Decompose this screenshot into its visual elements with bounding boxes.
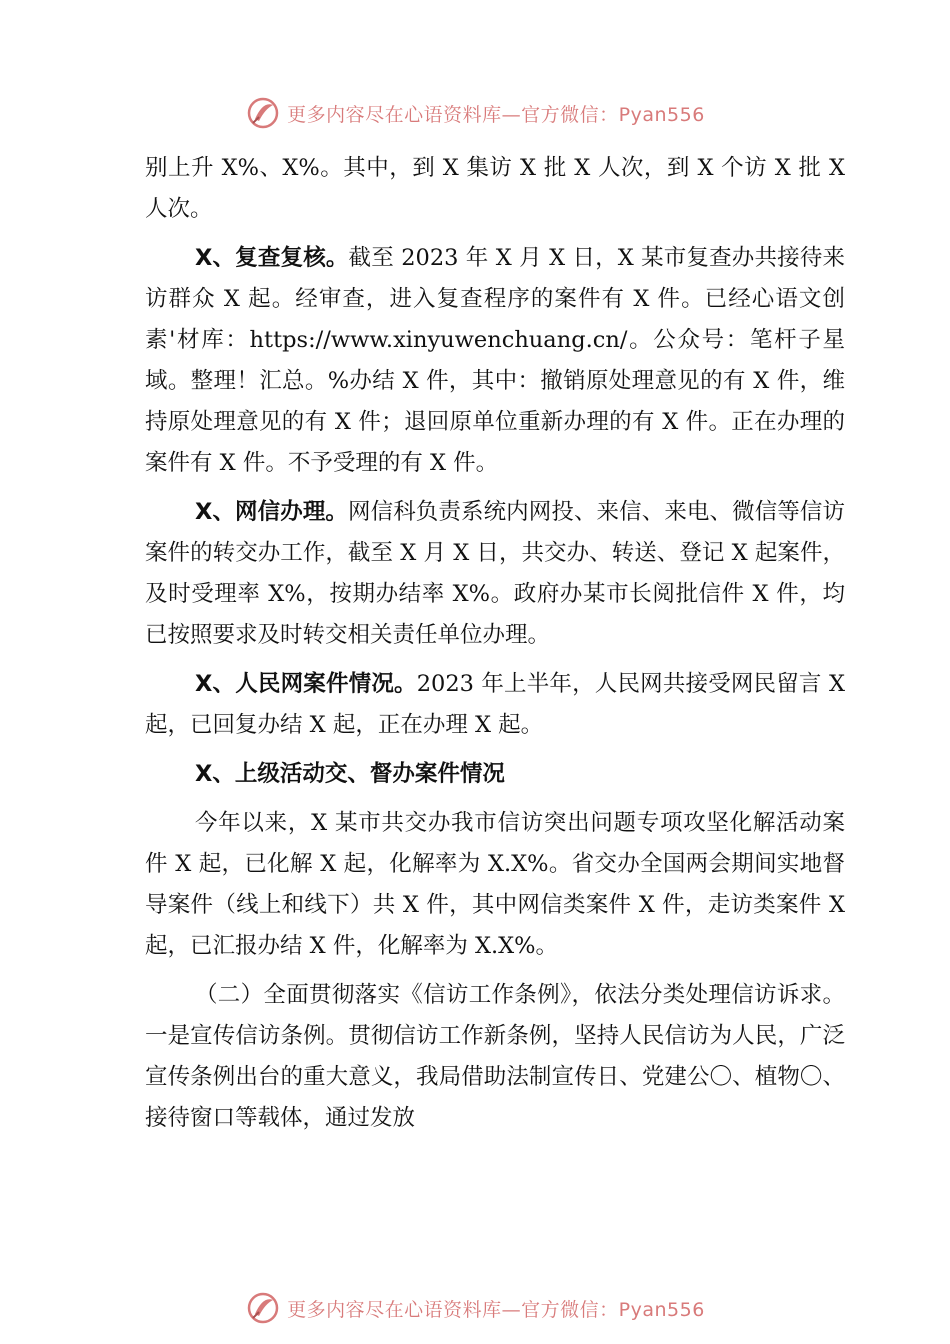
watermark-text: 更多内容尽在心语资料库—官方微信：Pyan556	[287, 1298, 705, 1321]
paragraph-5	[145, 754, 845, 795]
brush-logo-icon	[245, 95, 281, 131]
section-heading: X、网信办理。	[195, 499, 349, 525]
watermark-banner-bottom	[0, 1288, 950, 1328]
paragraph-1: 别上升 X%、X%。其中，到 X 集访 X 批 X 人次，到 X 个访 X 批 X 人次。	[145, 155, 845, 222]
paragraph-2: X、复查复核。截至 2023 年 X 月 X 日，X 某市复查办共接待来访群众 X 起。经审查，进入复查程序的案件有 X 件。已经心语文创素'材库：https://www.xinyuwenchuang.cn/。公众号：笔杆子星域。整理！汇总。%办结 X 件，其中：撤销原处理意见的有 X 件，维持原处理意见的有 X 件；退回原单位重新办理的有 X 件。正在办理的案件有 X 件。不予受理的有 X 件。	[145, 245, 845, 476]
brush-logo-icon	[245, 1290, 281, 1326]
section-heading: X、上级活动交、督办案件情况	[195, 761, 505, 787]
wechat-id: Pyan556	[618, 1298, 705, 1321]
paragraph-7: （二）全面贯彻落实《信访工作条例》，依法分类处理信访诉求。一是宣传信访条例。贯彻信访工作新条例，坚持人民信访为人民，广泛宣传条例出台的重大意义，我局借助法制宣传日、党建公〇、植物〇、接待窗口等载体，通过发放	[145, 982, 845, 1131]
paragraph-6: 今年以来，X 某市共交办我市信访突出问题专项攻坚化解活动案件 X 起，已化解 X 起，化解率为 X.X%。省交办全国两会期间实地督导案件（线上和线下）共 X 件，其中网信类案件 X 件，走访类案件 X 起，已汇报办结 X 件，化解率为 X.X%。	[145, 810, 845, 959]
wechat-id: Pyan556	[618, 103, 705, 126]
section-heading: X、复查复核。	[195, 245, 349, 271]
section-heading: X、人民网案件情况。	[195, 671, 417, 697]
document-body	[145, 148, 845, 1147]
paragraph-3: X、网信办理。网信科负责系统内网投、来信、来电、微信等信访案件的转交办工作，截至 X 月 X 日，共交办、转送、登记 X 起案件，及时受理率 X%，按期办结率 X%。政府办某市长阅批信件 X 件，均已按照要求及时转交相关责任单位办理。	[145, 499, 845, 648]
watermark-banner-top	[0, 93, 950, 133]
paragraph-4: X、人民网案件情况。2023 年上半年，人民网共接受网民留言 X 起，已回复办结 X 起，正在办理 X 起。	[145, 671, 845, 738]
watermark-text: 更多内容尽在心语资料库—官方微信：Pyan556	[287, 103, 705, 126]
